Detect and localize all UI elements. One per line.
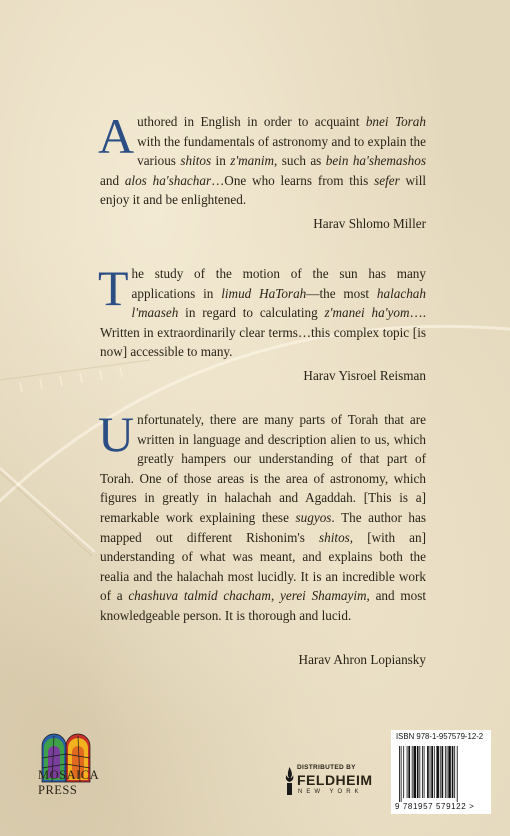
dropcap-initial: A	[98, 108, 135, 164]
barcode-bar	[440, 746, 441, 798]
endorsement-quote-1	[98, 108, 427, 210]
quote-attribution-3: Harav Ahron Lopiansky	[298, 652, 426, 667]
barcode-bar	[447, 746, 448, 798]
barcode-bars	[399, 746, 483, 802]
barcode-bar	[408, 746, 410, 798]
barcode-bar	[448, 746, 451, 798]
barcode-bar	[442, 746, 444, 798]
barcode-bar	[424, 746, 425, 798]
barcode-bar	[427, 746, 429, 798]
barcode-bar	[434, 746, 435, 798]
publisher-name: MOSAICA PRESS	[38, 768, 100, 797]
quote-attribution-1: Harav Shlomo Miller	[313, 216, 426, 231]
dropcap-initial: U	[98, 406, 135, 462]
barcode-bar	[454, 746, 455, 798]
barcode-bar	[413, 746, 416, 798]
quote-text: uthored in English in order to acquaint bnei Torah with the fundamentals of astronomy and to explain the various shitos in z'manim, such as bein ha'shemashos and alos ha'shachar…One who learns from this sefer will enjoy it and be enlightened.	[100, 114, 427, 208]
barcode-bar	[403, 746, 404, 798]
endorsement-quote-2	[98, 260, 426, 362]
barcode-bar	[412, 746, 413, 798]
barcode-bar	[399, 746, 400, 802]
endorsement-quote-3	[98, 406, 426, 626]
barcode-number: 9 781957 579122 >	[395, 802, 475, 811]
barcode-bar	[445, 746, 446, 798]
barcode-bar	[452, 746, 454, 798]
dropcap-initial: T	[98, 260, 129, 316]
barcode-bar	[417, 746, 419, 798]
barcode-bar	[401, 746, 402, 802]
barcode-bar	[422, 746, 423, 798]
barcode-bar	[457, 746, 458, 802]
barcode-bar	[436, 746, 439, 798]
quote-attribution-2: Harav Yisroel Reisman	[303, 368, 426, 383]
barcode-bar	[430, 746, 431, 798]
isbn-text: ISBN 978-1-957579-12-2	[396, 732, 484, 741]
isbn-barcode	[391, 730, 491, 814]
quote-text: nfortunately, there are many parts of Torah that are written in language and description alien to us, which greatly hampers our understanding of that part of Torah. One of those areas is the area of astronomy, which figures in greatly in halachah and Agaddah. [This is a] remarkable work explaining these sugyos. The author has mapped out different Rishonim's shitos, [with an] understanding of what was meant, and explains both the realia and the halachah most lucidly. It is an incredible work of a chashuva talmid chacham, yerei Shamayim, and most knowledgeable person. It is thorough and lucid.	[100, 412, 426, 623]
flame-icon	[284, 766, 295, 796]
barcode-bar	[419, 746, 420, 798]
quote-text: he study of the motion of the sun has many applications in limud HaTorah—the most halachah l'maaseh in regard to calculating z'manei ha'yom…. Written in extraordinarily clear terms…this complex topic [is now] accessible to many.	[100, 266, 426, 360]
barcode-bar	[407, 746, 408, 798]
barcode-bar	[431, 746, 433, 798]
